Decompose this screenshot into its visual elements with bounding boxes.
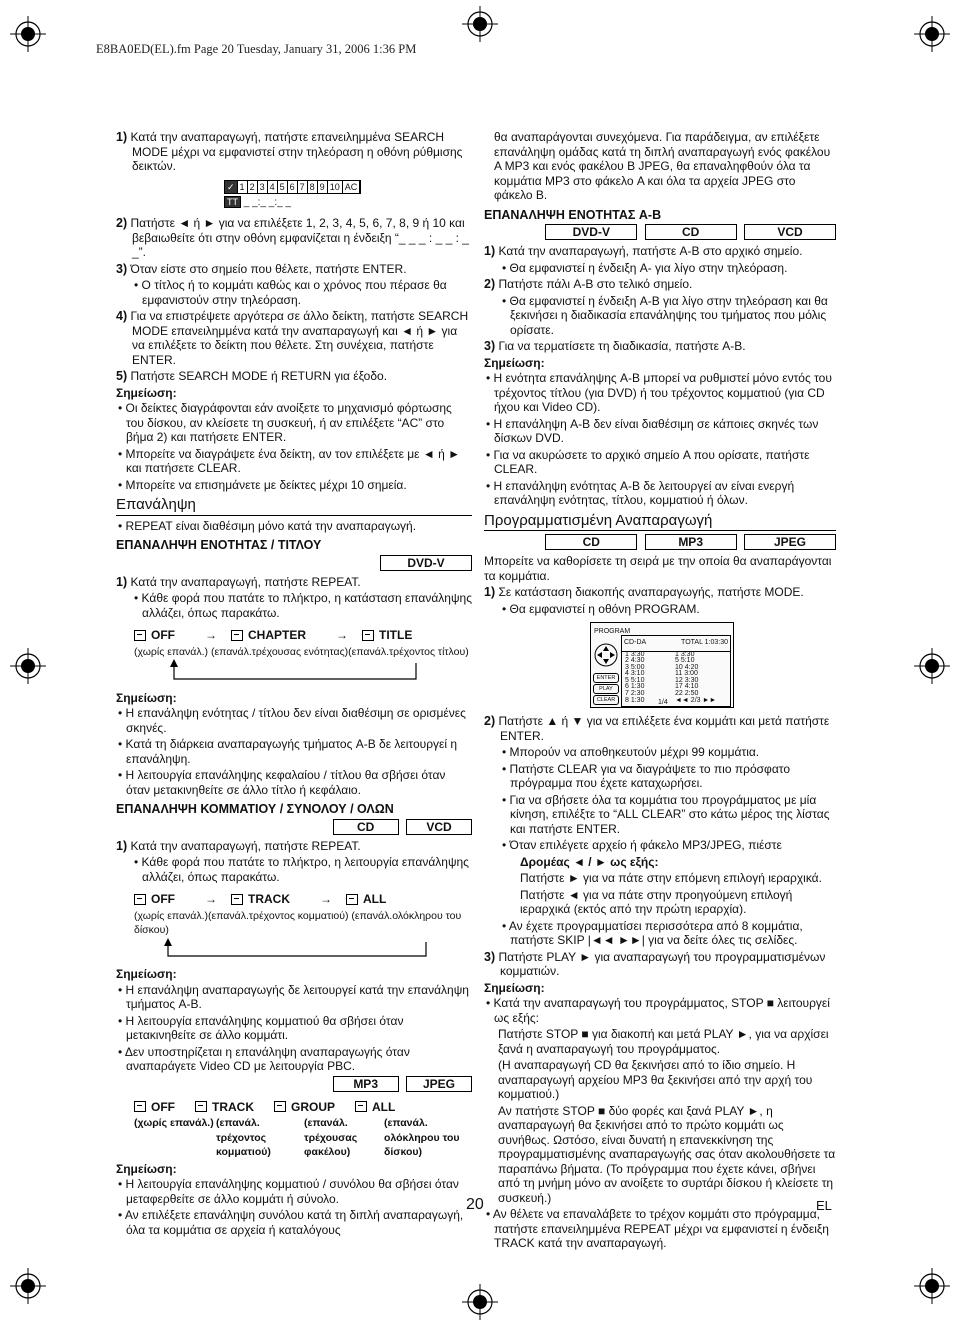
program-step-3: 3) Πατήστε PLAY ► για αναπαραγωγή του προγραμματισμένων κομματιών.: [484, 949, 826, 978]
dpad-icon: [594, 643, 618, 667]
step-2: 2) Πατήστε ◄ ή ► για να επιλέξετε 1, 2, 3, 4, 5, 6, 7, 8, 9 ή 10 και βεβαιωθείτε ότι στην οθόνη εμφανίζεται η ένδειξη “_ _ _ : _ _ : _ _”.: [116, 216, 469, 259]
note-item: • Κατά τη διάρκεια αναπαραγωγής τμήματος A-B δε λειτουργεί η επανάληψη.: [118, 737, 458, 766]
cycle-arrow-icon: [116, 659, 446, 685]
mode-caption: (επανάλ. τρέχουσας φακέλου): [304, 1117, 358, 1158]
ab-step-1-bullet: • Θα εμφανιστεί η ένδειξη A- για λίγο στην τηλεόραση.: [502, 260, 788, 275]
ab-step-3: 3) Για να τερματίσετε τη διαδικασία, πατήστε A-B.: [484, 339, 746, 353]
disc-tag: VCD: [406, 819, 472, 835]
marker-osd: [224, 180, 472, 194]
note-item: • Η λειτουργία επανάληψης κομματιού / συνόλου θα σβήσει όταν μεταφερθείτε σε άλλο κομμάτι ή σύνολο.: [118, 1177, 459, 1206]
mode-caption: (χωρίς επανάλ.)(επανάλ.τρέχοντος κομματιού) (επανάλ.ολόκληρου του δίσκου): [134, 909, 462, 936]
program-track: 2 4:30: [625, 657, 645, 665]
program-step-2-bullet: • Μπορούν να αποθηκευτούν μέχρι 99 κομμάτια.: [502, 745, 760, 759]
note-item: • Για να ακυρώσετε το αρχικό σημείο A που ορίσατε, πατήστε CLEAR.: [486, 447, 810, 476]
repeat-mode-sequence: [134, 1100, 472, 1115]
ab-step-2: 2) Πατήστε πάλι A-B στο τελικό σημείο.: [484, 277, 693, 291]
registration-mark-icon: [10, 16, 46, 52]
registration-mark-icon: [10, 1268, 46, 1304]
disc-tag: CD: [645, 224, 737, 240]
program-nav: ◄◄ 2/3 ►►: [675, 696, 717, 704]
disc-tag: DVD-V: [545, 224, 637, 240]
program-step-1: 1) Σε κατάσταση διακοπής αναπαραγωγής, πατήστε MODE.: [484, 585, 804, 599]
program-total: TOTAL 1:03:30: [681, 639, 728, 646]
disc-tag: JPEG: [406, 1076, 472, 1092]
mode-all: ALL: [355, 1100, 395, 1115]
note-item: Αν πατήστε STOP ■ δύο φορές και ξανά PLAY ►, η αναπαραγωγή θα ξεκινήσει από το πρώτο κομμάτι ως συνήθως. Ωστόσο, είναι δυνατή η επανεκκίνηση της προγραμματισμένης αναπαραγωγής σας όταν ακολουθήσετε τα παραπάνω βήματα. (Το πρόγραμμα που έχετε κάνει, σβήνει από τη μνήμη μόνο αν ανοίξετε το συρτάρι δίσκου ή κλείσετε τη συσκευή.): [498, 1103, 836, 1205]
program-entry: 1 3:30: [675, 650, 695, 658]
note-item: • Η ενότητα επανάληψης A-B μπορεί να ρυθμιστεί μόνο εντός του τρέχοντος τίτλου (για DVD) ή του τρέχοντος κομματιού (για CD ήχου και Video CD).: [486, 371, 832, 414]
repeat-icon: [355, 1101, 367, 1112]
right-column: [484, 130, 836, 1253]
disc-tag: JPEG: [744, 534, 836, 550]
play-button: PLAY: [593, 684, 619, 694]
registration-mark-icon: [462, 6, 498, 42]
marker-cell: 8: [308, 181, 318, 193]
repeat-mode-sequence: [134, 628, 472, 643]
mode-track: TRACK: [195, 1100, 254, 1115]
subheading-track: ΕΠΑΝΑΛΗΨΗ ΚΟΜΜΑΤΙΟΥ / ΣΥΝΟΛΟΥ / ΟΛΩΝ: [116, 802, 394, 816]
note-item: • Κατά την αναπαραγωγή του προγράμματος, STOP ■ λειτουργεί ως εξής:: [486, 996, 830, 1025]
program-buttons: [593, 673, 619, 705]
mode-all: ALL: [346, 892, 386, 907]
repeat-icon: [346, 894, 358, 905]
program-track: 8 1:30: [625, 696, 645, 704]
enter-button: ENTER: [593, 673, 619, 683]
repeat-icon: [195, 1101, 207, 1112]
note-title: Σημείωση:: [116, 690, 177, 705]
page-header: E8BA0ED(EL).fm Page 20 Tuesday, January 31, 2006 1:36 PM: [96, 42, 417, 56]
mode-group: GROUP: [274, 1100, 335, 1115]
marker-cell: AC: [343, 181, 361, 193]
program-step-2-bullet: • Πατήστε CLEAR για να διαγράψετε το πιο πρόσφατο πρόγραμμα που έχετε καταχωρήσει.: [502, 761, 790, 790]
cursor-prev: Πατήστε ◄ για να πάτε στην προηγούμενη επιλογή ιεραρχικά (εκτός από την πρώτη ιεραρχία).: [520, 887, 793, 916]
marker-cell: 4: [268, 181, 278, 193]
program-screen: [590, 622, 734, 708]
program-track: 6 1:30: [625, 683, 645, 691]
program-track: 1 3:30: [625, 650, 645, 658]
program-entry: 11 3:00: [675, 670, 698, 678]
note-item: • Η λειτουργία επανάληψης κεφαλαίου / τίτλου θα σβήσει όταν όταν μετακινηθείτε σε άλλο τίτλο ή κεφάλαιο.: [118, 768, 446, 797]
marker-cell: 7: [298, 181, 308, 193]
registration-mark-icon: [914, 1268, 950, 1304]
cursor-next: Πατήστε ► για να πάτε στην επόμενη επιλογή ιεραρχικά.: [520, 871, 822, 885]
ab-step-1: 1) Κατά την αναπαραγωγή, πατήστε A-B στο αρχικό σημείο.: [484, 244, 803, 258]
program-page: 1/4: [658, 699, 668, 706]
program-track: 7 2:30: [625, 690, 645, 698]
repeat-bullet: • REPEAT είναι διαθέσιμη μόνο κατά την αναπαραγωγή.: [118, 518, 417, 533]
mode-caption: (χωρίς επανάλ.) (επανάλ.τρέχουσας ενότητας)(επανάλ.τρέχοντος τίτλου): [134, 645, 469, 658]
language-code: EL: [816, 1198, 832, 1213]
program-step-2: 2) Πατήστε ▲ ή ▼ για να επιλέξετε ένα κομμάτι και μετά πατήστε ENTER.: [484, 714, 830, 743]
marker-cell: 2: [248, 181, 258, 193]
marker-cell: 3: [258, 181, 268, 193]
repeat-icon: [231, 894, 243, 905]
repeat-icon: [134, 630, 146, 641]
note-item: • Η λειτουργία επανάληψης κομματιού θα σβήσει όταν μετακινηθείτε σε άλλο κομμάτι.: [118, 1013, 404, 1042]
note-item: • Η επανάληψη αναπαραγωγής δε λειτουργεί κατά την επανάληψη τμήματος A-B.: [118, 982, 469, 1011]
continued-text: θα αναπαράγονται συνεχόμενα. Για παράδειγμα, αν επιλέξετε επανάληψη ομάδας κατά τη διπλή αναπαραγωγή ενός φακέλου A MP3 και ενός φακέλου B JPEG, θα επαναληφθούν όλα τα κομμάτια MP3 στο φάκελο A και όλα τα αρχεία JPEG στο φάκελο B.: [494, 130, 831, 202]
note-item: • Η επανάληψη ενότητας / τίτλου δεν είναι διαθέσιμη σε ορισμένες σκηνές.: [118, 706, 466, 735]
marker-cell: 6: [288, 181, 298, 193]
note-title: Σημείωση:: [116, 967, 177, 981]
program-track: 4 3:10: [625, 670, 645, 678]
program-track: 5 5:10: [625, 676, 645, 684]
repeat-icon: [231, 630, 243, 641]
arrow-icon: →: [205, 892, 217, 906]
repeat-icon: [274, 1101, 286, 1112]
section-heading-repeat: Επανάληψη: [116, 498, 472, 516]
note-item: • Η επανάληψη ενότητας A-B δε λειτουργεί αν είναι ενεργή επανάληψη ενότητας, τίτλου, κομματιού ή όλων.: [486, 478, 795, 507]
note-item: • Η επανάληψη A-B δεν είναι διαθέσιμη σε κάποιες σκηνές των δίσκων DVD.: [486, 416, 819, 445]
program-step-2-bullet: • Όταν επιλέγετε αρχείο ή φάκελο MP3/JPEG, πιέστε: [502, 838, 782, 852]
mode-captions: [134, 1116, 472, 1160]
registration-mark-icon: [10, 648, 46, 684]
note-item: (Η αναπαραγωγή CD θα ξεκινήσει από το ίδιο σημείο. Η αναπαραγωγή αρχείου MP3 θα ξεκινήσει από την αρχή του κομματιού.): [498, 1058, 813, 1101]
subheading-chapter-title: ΕΠΑΝΑΛΗΨΗ ΕΝΟΤΗΤΑΣ / ΤΙΤΛΟΥ: [116, 538, 322, 552]
step-3: 3) Όταν είστε στο σημείο που θέλετε, πατήστε ENTER.: [116, 261, 407, 276]
step-4: 4) Για να επιστρέψετε αργότερα σε άλλο δείκτη, πατήστε SEARCH MODE επανειλημμένα κατά την αναπαραγωγή και ◄ ή ► για να επιλέξετε το δείκτη που θέλετε. Στη συνέχεια, πατήστε ENTER.: [116, 309, 469, 367]
marker-cell: 10: [328, 181, 343, 193]
disc-tag: CD: [545, 534, 637, 550]
note-item: Πατήστε STOP ■ για διακοπή και μετά PLAY ►, για να αρχίσει ξανά η αναπαραγωγή του προγράμματος.: [498, 1027, 829, 1056]
arrow-icon: →: [320, 892, 332, 906]
program-selected-list: [675, 652, 729, 705]
title-icon: TT: [224, 196, 241, 208]
section-heading-program: Προγραμματισμένη Αναπαραγωγή: [484, 514, 836, 532]
disc-tag: DVD-V: [380, 555, 472, 571]
marker-check-icon: ✓: [225, 181, 238, 193]
note-item: • Αν επιλέξετε επανάληψη συνόλου κατά τη διπλή αναπαραγωγή, όλα τα κομμάτια σε αρχεία ή καταλόγους: [118, 1208, 464, 1237]
disc-tag: MP3: [645, 534, 737, 550]
program-step-1-bullet: • Θα εμφανιστεί η οθόνη PROGRAM.: [502, 601, 700, 616]
mode-off: OFF: [134, 1100, 175, 1115]
chapter-step-1: 1) Κατά την αναπαραγωγή, πατήστε REPEAT.: [116, 574, 361, 589]
mode-caption: (χωρίς επανάλ.): [134, 1117, 214, 1129]
note-item: • Δεν υποστηρίζεται η επανάληψη αναπαραγωγής όταν αναπαράγετε Video CD με λειτουργία PBC.: [118, 1044, 410, 1073]
marker-cell: 9: [318, 181, 328, 193]
mode-off: OFF: [134, 628, 175, 643]
marker-osd-box: [224, 180, 361, 194]
track-step-1-bullet: • Κάθε φορά που πατάτε το πλήκτρο, η λειτουργία επανάληψης αλλάζει, όπως παρακάτω.: [134, 855, 469, 884]
step-1: 1) Κατά την αναπαραγωγή, πατήστε επανειλημμένα SEARCH MODE μέχρι να εμφανιστεί στην τηλεόραση η οθόνη ρύθμισης δεικτών.: [116, 130, 463, 173]
page-number: 20: [466, 1196, 484, 1213]
mode-caption: (επανάλ. τρέχοντος κομματιού): [216, 1117, 271, 1158]
registration-mark-icon: [914, 16, 950, 52]
program-step-2-bullet: • Για να σβήσετε όλα τα κομμάτια του προγράμματος με μία κίνηση, επιλέξτε το “ALL CLEAR” στο κάτω μέρος της λίστας και πατήστε ENTER.: [502, 792, 830, 836]
disc-tag: CD: [333, 819, 399, 835]
track-step-1: 1) Κατά την αναπαραγωγή, πατήστε REPEAT.: [116, 838, 361, 853]
note-title: Σημείωση:: [484, 980, 545, 995]
subheading-ab: ΕΠΑΝΑΛΗΨΗ ΕΝΟΤΗΤΑΣ A-B: [484, 207, 662, 222]
step-5: 5) Πατήστε SEARCH MODE ή RETURN για έξοδο.: [116, 369, 388, 383]
marker-cell: 5: [278, 181, 288, 193]
program-entry: 12 3:30: [675, 676, 699, 684]
left-column: [116, 130, 472, 1239]
cursor-instructions: Δρομέας ◄ / ► ως εξής:: [520, 854, 659, 869]
program-track: 3 5:00: [625, 663, 645, 671]
program-screen-title: PROGRAM: [594, 628, 631, 635]
repeat-icon: [134, 894, 146, 905]
repeat-icon: [134, 1101, 146, 1112]
note-item: • Οι δείκτες διαγράφονται εάν ανοίξετε το μηχανισμό φόρτωσης του δίσκου, αν κλείσετε τη συσκευή, ή αν επιλέξετε “AC” στο βήμα 2) και πατήσετε ENTER.: [118, 401, 452, 444]
ab-step-2-bullet: • Θα εμφανιστεί η ένδειξη A-B για λίγο στην τηλεόραση και θα ξεκινήσει η διαδικασία επανάληψης του τμήματος που μόλις ορίσατε.: [502, 293, 828, 337]
mode-chapter: CHAPTER: [231, 628, 306, 643]
note-title: Σημείωση:: [484, 355, 545, 370]
note-item: • Αν θέλετε να επαναλάβετε το τρέχον κομμάτι στο πρόγραμμα, πατήστε επανειλημμένα REPEAT μέχρι να εμφανιστεί η ένδειξη TRACK κατά την αναπαραγωγή.: [486, 1207, 829, 1250]
program-list-header: [622, 636, 730, 652]
program-entry: 5 5:10: [675, 657, 695, 665]
cycle-arrow-icon: [116, 938, 446, 962]
program-entry: 10 4:20: [675, 663, 699, 671]
program-list-frame: [621, 635, 731, 707]
arrow-icon: →: [336, 628, 349, 642]
note-item: • Μπορείτε να διαγράψετε ένα δείκτη, αν τον επιλέξετε με ◄ ή ► και πατήσετε CLEAR.: [118, 446, 460, 475]
mode-off: OFF: [134, 892, 175, 907]
arrow-icon: →: [205, 628, 217, 642]
mode-track: TRACK: [231, 892, 290, 907]
registration-mark-icon: [914, 648, 950, 684]
program-entry: 17 4:10: [675, 683, 699, 691]
program-step-2-bullet: • Αν έχετε προγραμματίσει περισσότερα από 8 κομμάτια, πατήστε SKIP |◄◄ ►►| για να δείτε όλες τις σελίδες.: [502, 918, 803, 947]
program-intro: Μπορείτε να καθορίσετε τη σειρά με την οποία θα αναπαράγονται τα κομμάτια.: [484, 554, 832, 583]
note-title: Σημείωση:: [116, 385, 177, 400]
registration-mark-icon: [462, 1284, 498, 1320]
repeat-icon: [362, 630, 374, 641]
note-item: • Μπορείτε να επισημάνετε με δείκτες μέχρι 10 σημεία.: [118, 477, 407, 492]
chapter-step-1-bullet: • Κάθε φορά που πατάτε το πλήκτρο, η κατάσταση επανάληψης αλλάζει, όπως παρακάτω.: [134, 591, 472, 620]
mode-title: TITLE: [362, 628, 412, 643]
mode-caption: (επανάλ. ολόκληρου του δίσκου): [384, 1117, 460, 1158]
clear-button: CLEAR: [593, 695, 619, 705]
marker-cell: 1: [238, 181, 248, 193]
note-title: Σημείωση:: [116, 1161, 177, 1176]
repeat-mode-sequence: [134, 892, 472, 907]
program-cdda: CD-DA: [624, 639, 647, 646]
marker-time: TT _ _:_ _:_ _: [224, 196, 472, 211]
disc-tag: MP3: [333, 1076, 399, 1092]
program-entry: 22 2:50: [675, 690, 699, 698]
step-3-bullet: • Ο τίτλος ή το κομμάτι καθώς και ο χρόνος που πέρασε θα εμφανιστούν στην τηλεόραση.: [134, 278, 447, 307]
disc-tag: VCD: [744, 224, 836, 240]
